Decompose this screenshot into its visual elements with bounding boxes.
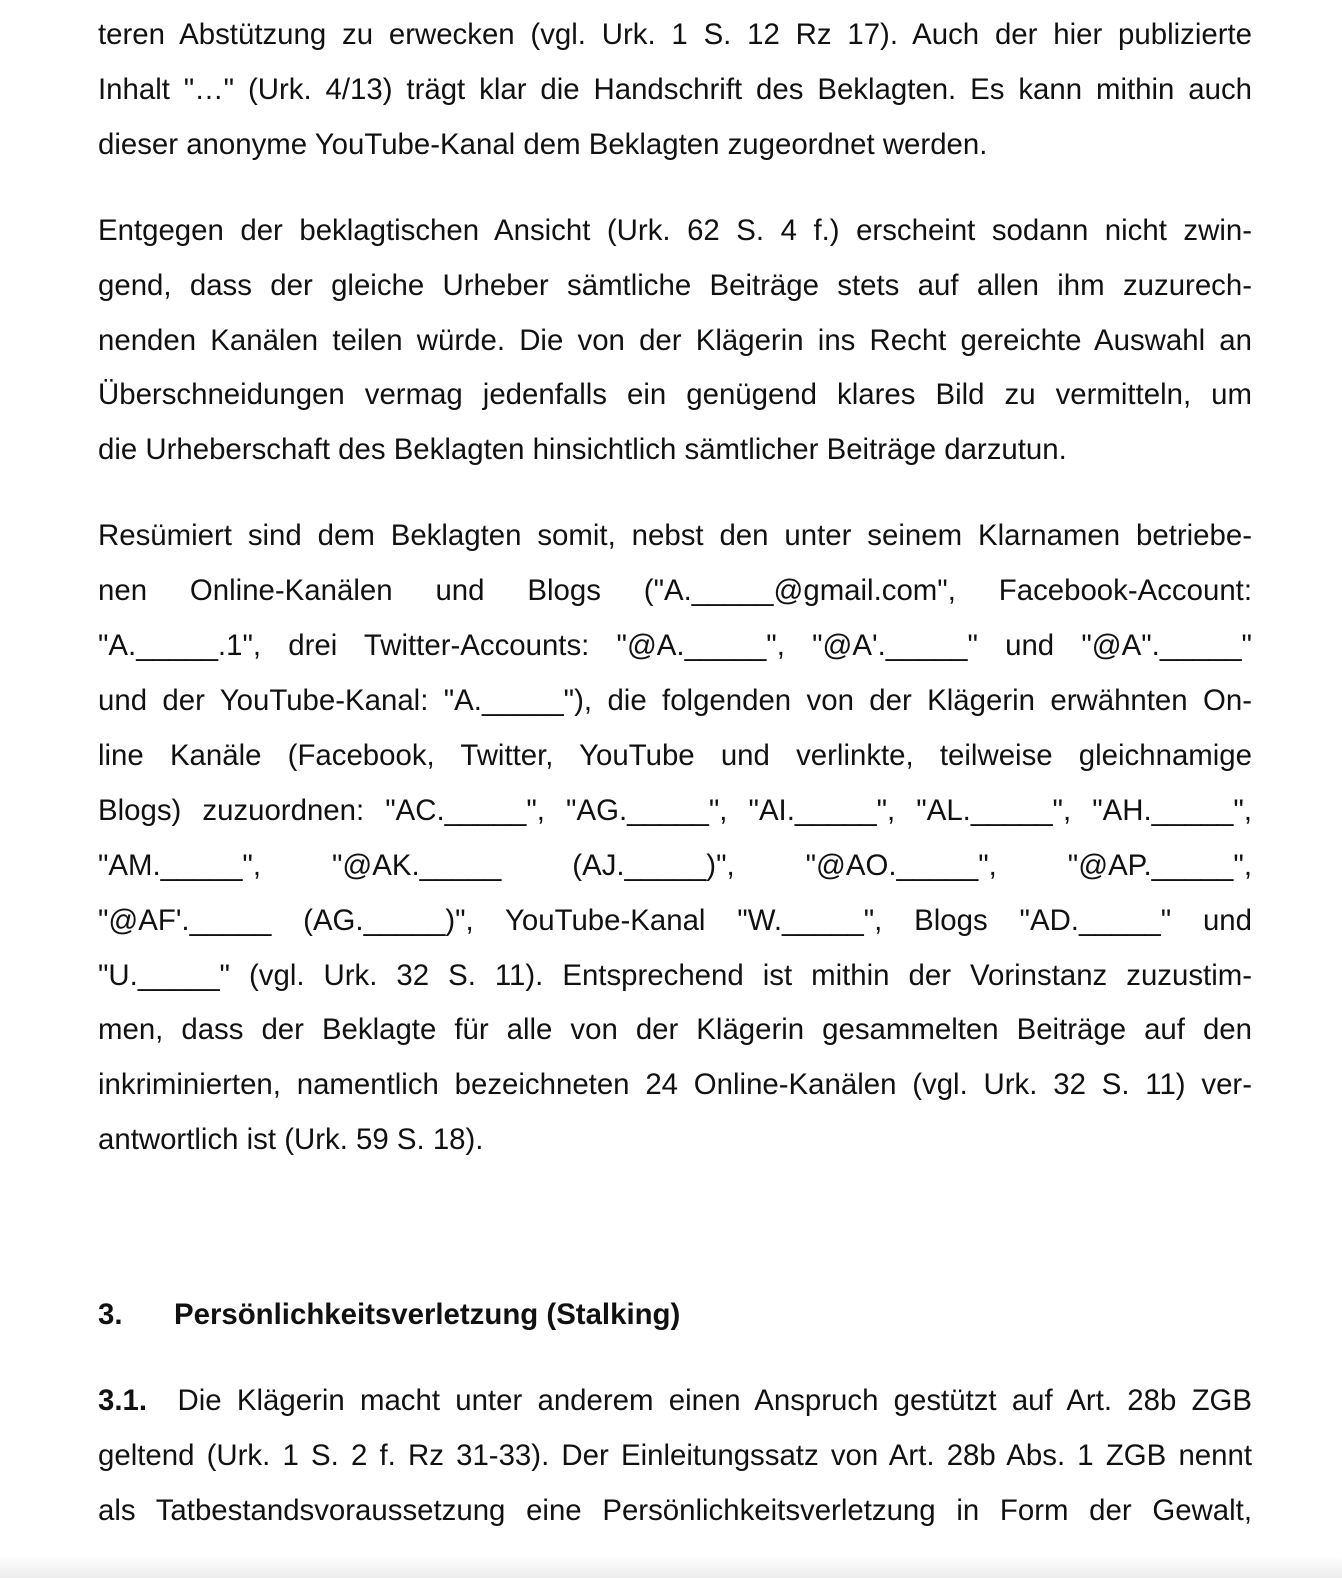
text-line: gend, dass der gleiche Urheber sämtliche Beiträge stets auf allen ihm zuzurech- — [98, 268, 1252, 302]
text-line: nenden Kanälen teilen würde. Die von der Klägerin ins Recht gereichte Auswahl an — [98, 323, 1252, 357]
paragraph-2 — [98, 204, 1252, 479]
text-line: "AM._____", "@AK._____ (AJ._____)", "@AO._____", "@AP._____", — [98, 848, 1252, 882]
text-line: men, dass der Beklagte für alle von der Klägerin gesammelten Beiträge auf den — [98, 1013, 1252, 1047]
paragraph-3 — [98, 509, 1252, 1168]
text-line: geltend (Urk. 1 S. 2 f. Rz 31-33). Der Einleitungssatz von Art. 28b Abs. 1 ZGB nennt — [98, 1438, 1252, 1472]
text-line: "A._____.1", drei Twitter-Accounts: "@A._____", "@A'._____" und "@A"._____" — [98, 629, 1252, 663]
text-segment: Die Klägerin macht unter anderem einen Anspruch gestützt auf Art. 28b ZGB — [177, 1384, 1252, 1417]
text-line: line Kanäle (Facebook, Twitter, YouTube und verlinkte, teilweise gleichnamige — [98, 738, 1252, 772]
text-line: Entgegen der beklagtischen Ansicht (Urk. 62 S. 4 f.) erscheint sodann nicht zwin- — [98, 213, 1252, 247]
text-line: dieser anonyme YouTube-Kanal dem Beklagten zugeordnet werden. — [98, 127, 988, 161]
text-line: Blogs) zuzuordnen: "AC._____", "AG._____", "AI._____", "AL._____", "AH._____", — [98, 793, 1252, 827]
text-line: und der YouTube-Kanal: "A._____"), die folgenden von der Klägerin erwähnten On- — [98, 683, 1252, 717]
heading-title: Persönlichkeitsverletzung (Stalking) — [174, 1298, 681, 1331]
text-line: teren Abstützung zu erwecken (vgl. Urk. 1 S. 12 Rz 17). Auch der hier publizierte — [98, 18, 1252, 51]
text-line: Inhalt "…" (Urk. 4/13) trägt klar die Handschrift des Beklagten. Es kann mithin auch — [98, 72, 1252, 106]
text-line: die Urheberschaft des Beklagten hinsichtlich sämtlicher Beiträge darzutun. — [98, 433, 1067, 467]
paragraph-1 — [98, 8, 1252, 173]
text-line: "@AF'._____ (AG._____)", YouTube-Kanal "W._____", Blogs "AD._____" und — [98, 903, 1252, 937]
heading-number: 3. — [98, 1298, 123, 1331]
subsection-paragraph — [98, 1374, 1252, 1539]
text-line: "U._____" (vgl. Urk. 32 S. 11). Entsprechend ist mithin der Vorinstanz zuzustim- — [98, 958, 1252, 992]
text-line: inkriminierten, namentlich bezeichneten 24 Online-Kanälen (vgl. Urk. 32 S. 11) ver- — [98, 1068, 1252, 1102]
text-line — [98, 1374, 1252, 1429]
subsection-3-1 — [98, 1374, 1252, 1539]
text-line: als Tatbestandsvoraussetzung eine Persönlichkeitsverletzung in Form der Gewalt, — [98, 1493, 1252, 1527]
text-line: Resümiert sind dem Beklagten somit, nebst den unter seinem Klarnamen betriebe- — [98, 519, 1252, 553]
text-line: nen Online-Kanälen und Blogs ("A._____@gmail.com", Facebook-Account: — [98, 574, 1252, 608]
text-line: antwortlich ist (Urk. 59 S. 18). — [98, 1123, 484, 1157]
text-line: Überschneidungen vermag jedenfalls ein genügend klares Bild zu vermitteln, um — [98, 378, 1252, 412]
page-bottom-shadow — [0, 1556, 1342, 1578]
section-heading — [98, 1288, 680, 1343]
subsection-number: 3.1. — [98, 1384, 148, 1417]
document-body — [98, 8, 1252, 1168]
